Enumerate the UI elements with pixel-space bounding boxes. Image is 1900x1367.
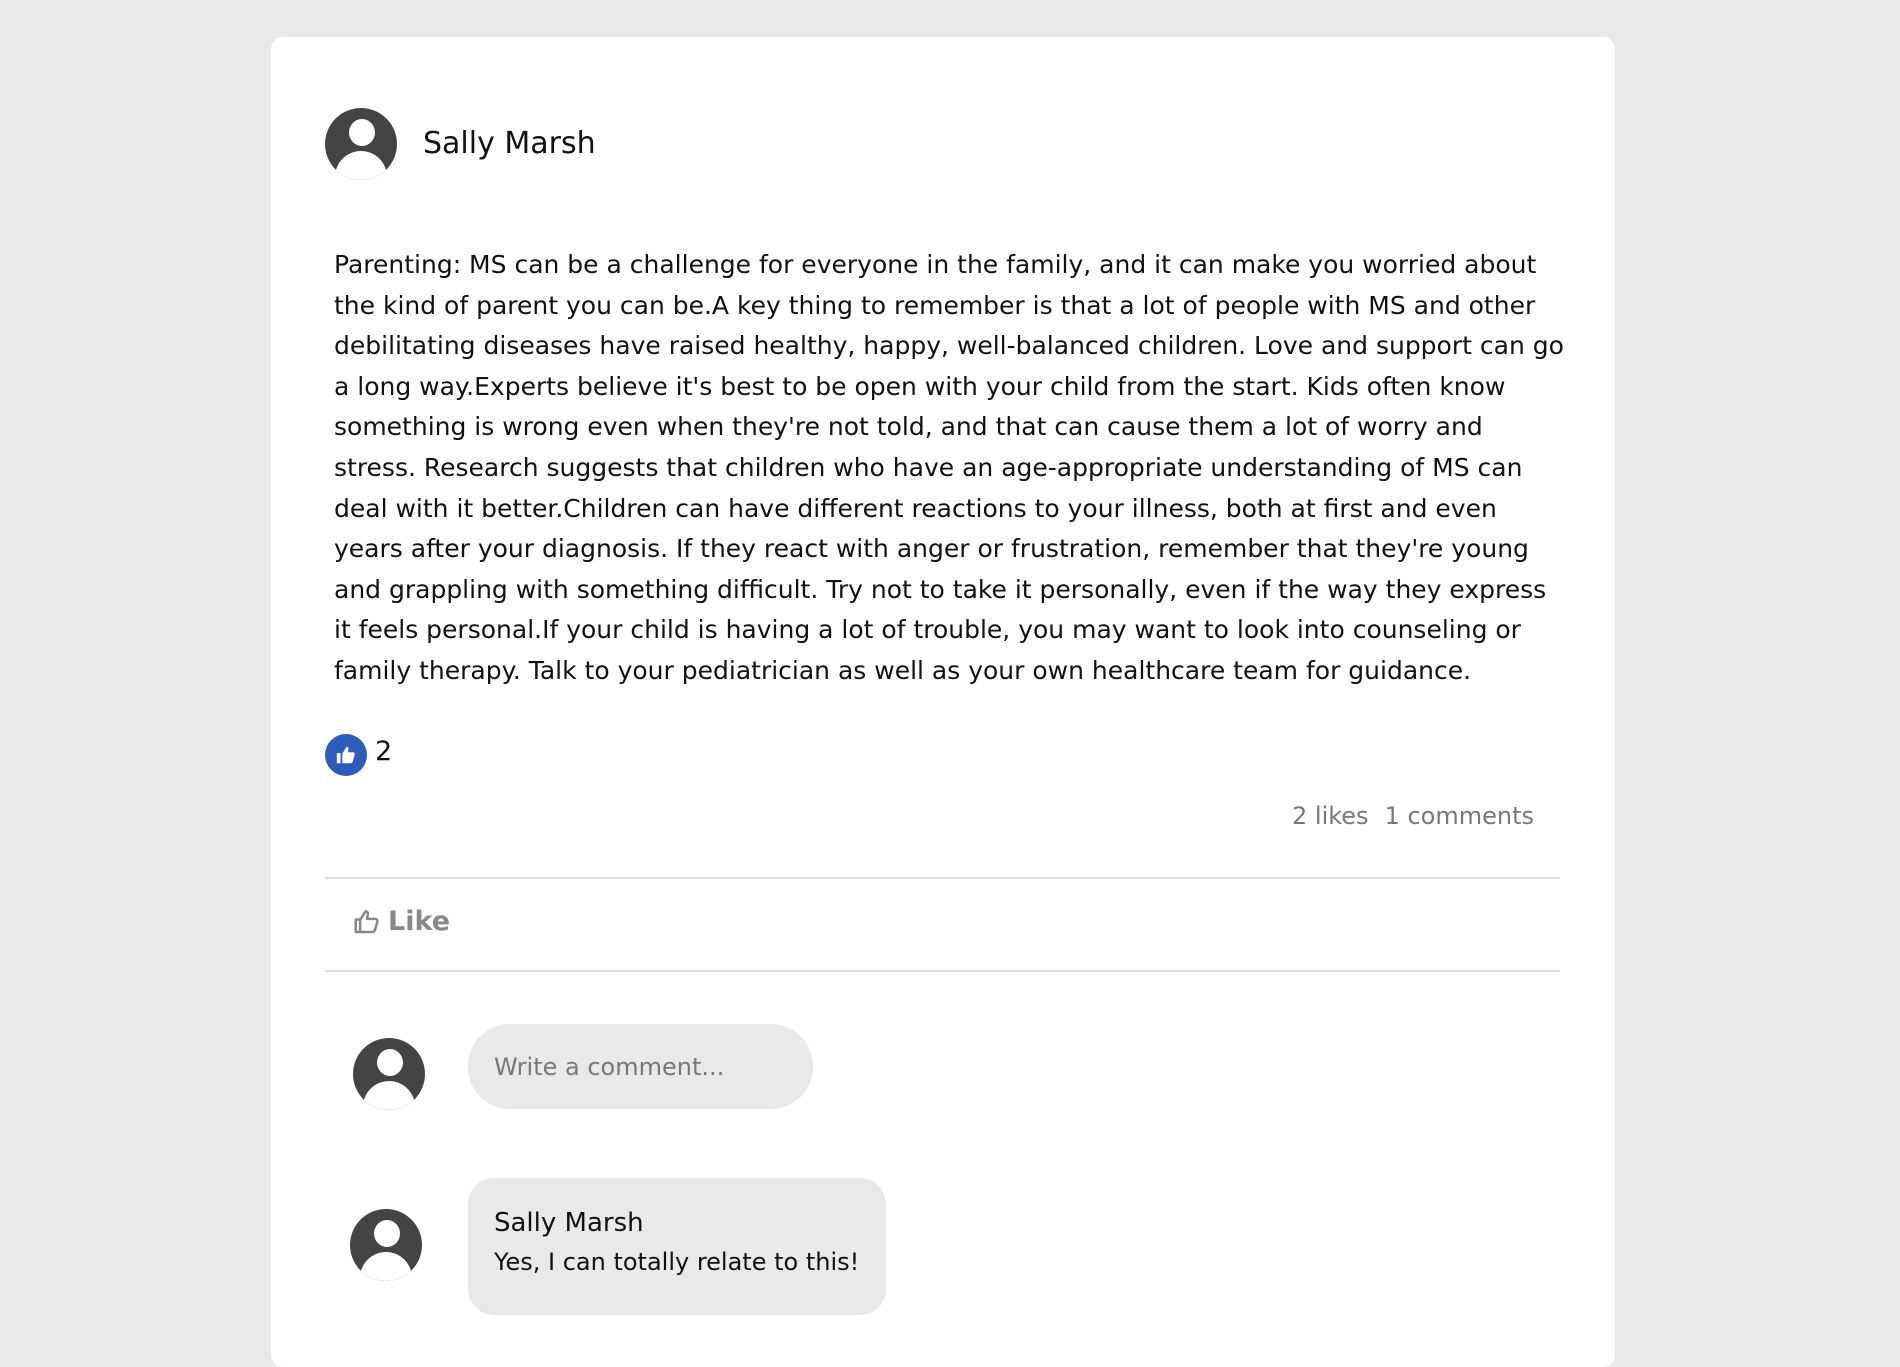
post-stats	[1276, 802, 1534, 830]
divider-bottom	[325, 970, 1560, 972]
thumbs-up-icon	[325, 734, 367, 776]
author-avatar[interactable]	[325, 108, 397, 180]
post-body: Parenting: MS can be a challenge for everyone in the family, and it can make you worried about the kind of parent you can be.A key thing to remember is that a lot of people with MS and other debilitating diseases have raised healthy, happy, well-balanced children. Love and support can go a long way.Experts believe it's best to be open with your child from the start. Kids often know something is wrong even when they're not told, and that can cause them a lot of worry and stress. Research suggests that children who have an age-appropriate understanding of MS can deal with it better.Children can have different reactions to your illness, both at first and even years after your diagnosis. If they react with anger or frustration, remember that they're young and grappling with something difficult. Try not to take it personally, even if the way they express it feels personal.If your child is having a lot of trouble, you may want to look into counseling or family therapy. Talk to your pediatrician as well as your own healthcare team for guidance.	[334, 250, 1564, 685]
divider-top	[325, 877, 1560, 879]
thumbs-up-glyph	[335, 744, 357, 766]
comment-author-name[interactable]: Sally Marsh	[494, 1208, 644, 1238]
like-button-label: Like	[388, 906, 451, 937]
avatar-head	[374, 1220, 400, 1247]
avatar-head	[377, 1049, 403, 1076]
avatar-head	[349, 119, 375, 146]
current-user-avatar	[353, 1038, 425, 1110]
post-author-name[interactable]: Sally Marsh	[423, 126, 596, 161]
reaction-count: 2	[375, 736, 393, 767]
likes-count-link[interactable]: 2 likes	[1292, 802, 1369, 830]
commenter-avatar[interactable]	[350, 1209, 422, 1281]
comment-bubble	[468, 1178, 886, 1315]
thumbs-up-outline-icon	[352, 907, 382, 937]
like-button[interactable]	[352, 906, 450, 937]
post-card	[271, 37, 1615, 1367]
comment-input[interactable]	[468, 1024, 813, 1109]
comment-text: Yes, I can totally relate to this!	[494, 1248, 860, 1276]
avatar-body	[335, 151, 387, 180]
avatar-body	[360, 1252, 412, 1281]
comments-count-link[interactable]: 1 comments	[1384, 802, 1534, 830]
avatar-body	[363, 1081, 415, 1110]
